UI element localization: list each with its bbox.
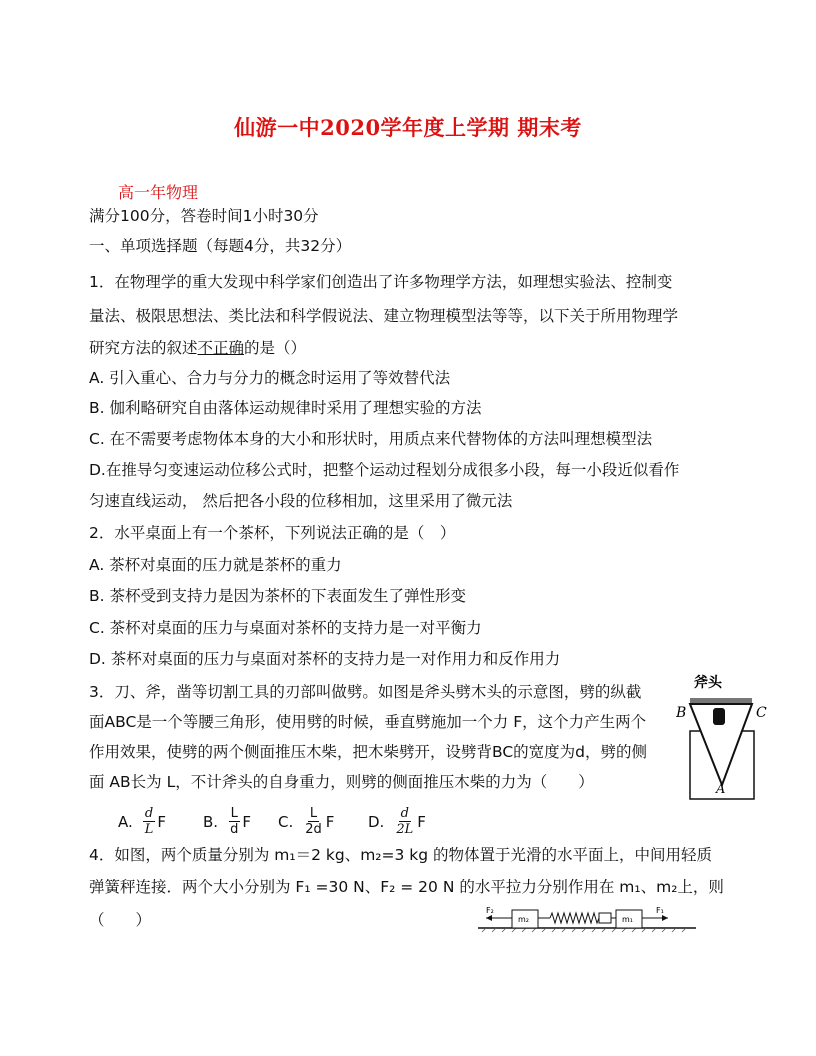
q1-line3 xyxy=(89,338,306,358)
q2-option-d: D. 茶杯对桌面的压力与桌面对茶杯的支持力是一对作用力和反作用力 xyxy=(89,650,561,668)
q2-option-c: C. 茶杯对桌面的压力与桌面对茶杯的支持力是一对平衡力 xyxy=(89,619,482,637)
q4-line1: 4．如图，两个质量分别为 m₁＝2 kg、m₂=3 kg 的物体置于光滑的水平面上，中间用轻质 xyxy=(89,846,713,864)
arrowhead-left xyxy=(486,915,492,921)
q3-option-c: C. $\frac{L}{2d}$ F xyxy=(278,806,335,837)
fraction: $\frac{d}{L}$ xyxy=(144,806,154,837)
label-a: A xyxy=(716,782,726,797)
exam-info: 满分100分，答卷时间1小时30分 xyxy=(89,207,319,225)
figure-title: 斧头 xyxy=(694,675,722,691)
fraction: $\frac{L}{d}$ xyxy=(230,806,239,837)
q3-option-a: A. $\frac{d}{L}$ F xyxy=(118,806,167,837)
q2-option-a: A. 茶杯对桌面的压力就是茶杯的重力 xyxy=(89,556,342,574)
q3-line1: 3．刀、斧，凿等切割工具的刃部叫做劈。如图是斧头劈木头的示意图，劈的纵截 xyxy=(89,683,642,701)
label-f1: F₁ xyxy=(656,906,664,915)
q3-option-d: D. $\frac{d}{2L}$ F xyxy=(368,806,426,837)
label-m2: m₂ xyxy=(518,915,529,924)
label-f2: F₂ xyxy=(486,906,494,915)
label-m1: m₁ xyxy=(622,915,633,924)
q2-stem: 2．水平桌面上有一个茶杯，下列说法正确的是（ ） xyxy=(89,524,456,542)
q1-line3-a: 研究方法的叙述 xyxy=(89,339,198,357)
label-b: B xyxy=(676,705,687,721)
q3-option-b: B. $\frac{L}{d}$ F xyxy=(203,806,251,837)
page-title: 仙游一中2020学年度上学期 期末考 xyxy=(234,115,582,140)
q1-line1: 1．在物理学的重大发现中科学家们创造出了许多物理学方法，如理想实验法、控制变 xyxy=(89,273,673,291)
q1-line3-b: 的是（） xyxy=(244,339,307,357)
axe-wedge-figure xyxy=(676,673,786,803)
fraction: $\frac{d}{2L}$ xyxy=(396,806,414,837)
section-heading: 一、单项选择题（每题4分，共32分） xyxy=(89,237,352,255)
spring-coil xyxy=(550,913,599,923)
q2-option-b: B. 茶杯受到支持力是因为茶杯的下表面发生了弹性形变 xyxy=(89,587,466,605)
q1-option-b: B. 伽利略研究自由落体运动规律时采用了理想实验的方法 xyxy=(89,399,482,417)
spring-scale xyxy=(599,913,611,923)
q1-line2: 量法、极限思想法、类比法和科学假说法、建立物理模型法等等，以下关于所用物理学 xyxy=(89,307,679,325)
axe-handle-hole xyxy=(713,708,725,725)
q3-line4: 面 AB长为 L，不计斧头的自身重力，则劈的侧面推压木柴的力为（ ） xyxy=(89,773,594,791)
fraction: $\frac{L}{2d}$ xyxy=(305,806,322,837)
q3-line2: 面ABC是一个等腰三角形，使用劈的时候，垂直劈施加一个力 F，这个力产生两个 xyxy=(89,713,647,731)
subject-label: 高一年物理 xyxy=(118,183,199,202)
q1-underlined: 不正确 xyxy=(197,339,245,357)
q1-option-c: C. 在不需要考虑物体本身的大小和形状时，用质点来代替物体的方法叫理想模型法 xyxy=(89,430,653,448)
label-c: C xyxy=(756,705,767,721)
q4-line3: （ ） xyxy=(89,911,152,929)
q4-line2: 弹簧秤连接．两个大小分别为 F₁ =30 N、F₂ = 20 N 的水平拉力分别作用在 m₁、m₂上，则 xyxy=(89,878,724,896)
q1-option-a: A. 引入重心、合力与分力的概念时运用了等效替代法 xyxy=(89,369,451,387)
q3-line3: 作用效果，使劈的两个侧面推压木柴，把木柴劈开，设劈背BC的宽度为d，劈的侧 xyxy=(89,743,648,761)
arrowhead-right xyxy=(662,915,668,921)
q1-option-d-line2: 匀速直线运动， 然后把各小段的位移相加，这里采用了微元法 xyxy=(89,492,513,510)
q1-option-d-line1: D.在推导匀变速运动位移公式时，把整个运动过程划分成很多小段，每一小段近似看作 xyxy=(89,461,680,479)
spring-blocks-figure xyxy=(478,904,696,934)
